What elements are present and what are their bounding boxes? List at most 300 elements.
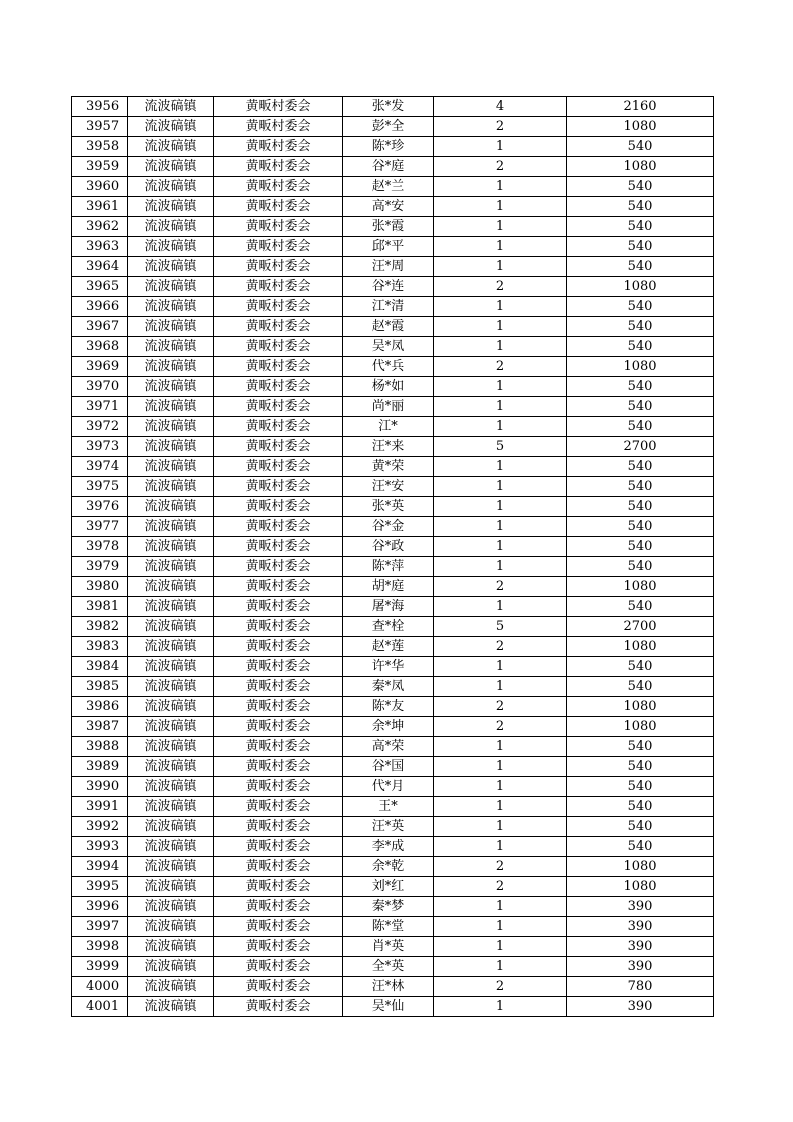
amount-cell: 540 <box>567 417 714 437</box>
table-row <box>72 777 714 797</box>
name-cell: 余*乾 <box>343 857 434 877</box>
table-row <box>72 457 714 477</box>
amount-cell: 540 <box>567 737 714 757</box>
town-cell: 流波碻镇 <box>128 977 214 997</box>
name-cell: 陈*萍 <box>343 557 434 577</box>
town-cell: 流波碻镇 <box>128 297 214 317</box>
town-cell: 流波碻镇 <box>128 817 214 837</box>
count-cell: 1 <box>434 657 567 677</box>
count-cell: 2 <box>434 697 567 717</box>
table-row <box>72 157 714 177</box>
name-cell: 李*成 <box>343 837 434 857</box>
village-cell: 黄畈村委会 <box>214 997 343 1017</box>
village-cell: 黄畈村委会 <box>214 517 343 537</box>
village-cell: 黄畈村委会 <box>214 397 343 417</box>
count-cell: 1 <box>434 397 567 417</box>
amount-cell: 540 <box>567 797 714 817</box>
name-cell: 谷*国 <box>343 757 434 777</box>
row-id-cell: 3974 <box>72 457 128 477</box>
name-cell: 黄*荣 <box>343 457 434 477</box>
amount-cell: 1080 <box>567 697 714 717</box>
town-cell: 流波碻镇 <box>128 657 214 677</box>
row-id-cell: 3977 <box>72 517 128 537</box>
village-cell: 黄畈村委会 <box>214 477 343 497</box>
amount-cell: 1080 <box>567 857 714 877</box>
town-cell: 流波碻镇 <box>128 237 214 257</box>
village-cell: 黄畈村委会 <box>214 817 343 837</box>
row-id-cell: 3969 <box>72 357 128 377</box>
count-cell: 1 <box>434 797 567 817</box>
town-cell: 流波碻镇 <box>128 857 214 877</box>
amount-cell: 540 <box>567 557 714 577</box>
count-cell: 2 <box>434 357 567 377</box>
name-cell: 肖*英 <box>343 937 434 957</box>
town-cell: 流波碻镇 <box>128 397 214 417</box>
village-cell: 黄畈村委会 <box>214 897 343 917</box>
row-id-cell: 3961 <box>72 197 128 217</box>
amount-cell: 540 <box>567 237 714 257</box>
village-cell: 黄畈村委会 <box>214 677 343 697</box>
name-cell: 胡*庭 <box>343 577 434 597</box>
amount-cell: 540 <box>567 397 714 417</box>
row-id-cell: 3957 <box>72 117 128 137</box>
village-cell: 黄畈村委会 <box>214 957 343 977</box>
village-cell: 黄畈村委会 <box>214 337 343 357</box>
name-cell: 谷*政 <box>343 537 434 557</box>
village-cell: 黄畈村委会 <box>214 457 343 477</box>
town-cell: 流波碻镇 <box>128 277 214 297</box>
name-cell: 代*兵 <box>343 357 434 377</box>
amount-cell: 540 <box>567 297 714 317</box>
name-cell: 张*发 <box>343 97 434 117</box>
town-cell: 流波碻镇 <box>128 757 214 777</box>
row-id-cell: 3975 <box>72 477 128 497</box>
name-cell: 吴*仙 <box>343 997 434 1017</box>
count-cell: 5 <box>434 617 567 637</box>
town-cell: 流波碻镇 <box>128 617 214 637</box>
table-row <box>72 617 714 637</box>
count-cell: 1 <box>434 137 567 157</box>
row-id-cell: 3973 <box>72 437 128 457</box>
count-cell: 1 <box>434 177 567 197</box>
table-row <box>72 957 714 977</box>
row-id-cell: 3986 <box>72 697 128 717</box>
beneficiary-table <box>71 96 714 1017</box>
village-cell: 黄畈村委会 <box>214 277 343 297</box>
table-row <box>72 657 714 677</box>
village-cell: 黄畈村委会 <box>214 617 343 637</box>
amount-cell: 540 <box>567 177 714 197</box>
town-cell: 流波碻镇 <box>128 417 214 437</box>
table-row <box>72 917 714 937</box>
count-cell: 1 <box>434 957 567 977</box>
table-row <box>72 177 714 197</box>
town-cell: 流波碻镇 <box>128 457 214 477</box>
town-cell: 流波碻镇 <box>128 517 214 537</box>
amount-cell: 1080 <box>567 157 714 177</box>
row-id-cell: 3983 <box>72 637 128 657</box>
village-cell: 黄畈村委会 <box>214 197 343 217</box>
amount-cell: 540 <box>567 317 714 337</box>
row-id-cell: 3985 <box>72 677 128 697</box>
town-cell: 流波碻镇 <box>128 437 214 457</box>
name-cell: 汪*安 <box>343 477 434 497</box>
count-cell: 1 <box>434 237 567 257</box>
table-row <box>72 397 714 417</box>
table-row <box>72 537 714 557</box>
village-cell: 黄畈村委会 <box>214 237 343 257</box>
village-cell: 黄畈村委会 <box>214 117 343 137</box>
amount-cell: 540 <box>567 597 714 617</box>
count-cell: 2 <box>434 717 567 737</box>
name-cell: 刘*红 <box>343 877 434 897</box>
village-cell: 黄畈村委会 <box>214 417 343 437</box>
count-cell: 1 <box>434 817 567 837</box>
count-cell: 1 <box>434 517 567 537</box>
village-cell: 黄畈村委会 <box>214 717 343 737</box>
row-id-cell: 3991 <box>72 797 128 817</box>
count-cell: 1 <box>434 917 567 937</box>
table-row <box>72 717 714 737</box>
name-cell: 高*安 <box>343 197 434 217</box>
name-cell: 赵*霞 <box>343 317 434 337</box>
table-row <box>72 817 714 837</box>
village-cell: 黄畈村委会 <box>214 377 343 397</box>
amount-cell: 390 <box>567 997 714 1017</box>
table-row <box>72 317 714 337</box>
town-cell: 流波碻镇 <box>128 877 214 897</box>
table-row <box>72 797 714 817</box>
count-cell: 1 <box>434 257 567 277</box>
name-cell: 彭*全 <box>343 117 434 137</box>
count-cell: 1 <box>434 377 567 397</box>
village-cell: 黄畈村委会 <box>214 657 343 677</box>
town-cell: 流波碻镇 <box>128 157 214 177</box>
row-id-cell: 3956 <box>72 97 128 117</box>
row-id-cell: 3971 <box>72 397 128 417</box>
name-cell: 查*栓 <box>343 617 434 637</box>
row-id-cell: 3970 <box>72 377 128 397</box>
row-id-cell: 3993 <box>72 837 128 857</box>
row-id-cell: 3989 <box>72 757 128 777</box>
village-cell: 黄畈村委会 <box>214 157 343 177</box>
table-row <box>72 597 714 617</box>
town-cell: 流波碻镇 <box>128 477 214 497</box>
row-id-cell: 4000 <box>72 977 128 997</box>
row-id-cell: 3999 <box>72 957 128 977</box>
name-cell: 代*月 <box>343 777 434 797</box>
row-id-cell: 3982 <box>72 617 128 637</box>
count-cell: 1 <box>434 997 567 1017</box>
amount-cell: 540 <box>567 757 714 777</box>
row-id-cell: 3980 <box>72 577 128 597</box>
town-cell: 流波碻镇 <box>128 717 214 737</box>
amount-cell: 540 <box>567 257 714 277</box>
table-row <box>72 377 714 397</box>
amount-cell: 2700 <box>567 617 714 637</box>
amount-cell: 540 <box>567 497 714 517</box>
table-row <box>72 517 714 537</box>
town-cell: 流波碻镇 <box>128 917 214 937</box>
name-cell: 秦*梦 <box>343 897 434 917</box>
name-cell: 谷*庭 <box>343 157 434 177</box>
name-cell: 全*英 <box>343 957 434 977</box>
village-cell: 黄畈村委会 <box>214 177 343 197</box>
count-cell: 1 <box>434 557 567 577</box>
name-cell: 陈*友 <box>343 697 434 717</box>
name-cell: 谷*连 <box>343 277 434 297</box>
town-cell: 流波碻镇 <box>128 597 214 617</box>
count-cell: 1 <box>434 677 567 697</box>
table-row <box>72 217 714 237</box>
town-cell: 流波碻镇 <box>128 557 214 577</box>
table-row <box>72 357 714 377</box>
amount-cell: 1080 <box>567 717 714 737</box>
amount-cell: 540 <box>567 337 714 357</box>
count-cell: 2 <box>434 157 567 177</box>
village-cell: 黄畈村委会 <box>214 857 343 877</box>
count-cell: 1 <box>434 497 567 517</box>
village-cell: 黄畈村委会 <box>214 837 343 857</box>
table-row <box>72 897 714 917</box>
amount-cell: 1080 <box>567 357 714 377</box>
amount-cell: 540 <box>567 657 714 677</box>
row-id-cell: 3976 <box>72 497 128 517</box>
table-row <box>72 857 714 877</box>
row-id-cell: 3967 <box>72 317 128 337</box>
row-id-cell: 3998 <box>72 937 128 957</box>
village-cell: 黄畈村委会 <box>214 697 343 717</box>
village-cell: 黄畈村委会 <box>214 597 343 617</box>
village-cell: 黄畈村委会 <box>214 357 343 377</box>
row-id-cell: 3958 <box>72 137 128 157</box>
row-id-cell: 3972 <box>72 417 128 437</box>
count-cell: 1 <box>434 597 567 617</box>
table-row <box>72 417 714 437</box>
count-cell: 4 <box>434 97 567 117</box>
table-row <box>72 117 714 137</box>
name-cell: 赵*莲 <box>343 637 434 657</box>
amount-cell: 2160 <box>567 97 714 117</box>
town-cell: 流波碻镇 <box>128 937 214 957</box>
town-cell: 流波碻镇 <box>128 577 214 597</box>
name-cell: 邱*平 <box>343 237 434 257</box>
town-cell: 流波碻镇 <box>128 337 214 357</box>
count-cell: 1 <box>434 217 567 237</box>
row-id-cell: 3981 <box>72 597 128 617</box>
amount-cell: 540 <box>567 837 714 857</box>
table-row <box>72 937 714 957</box>
table-row <box>72 977 714 997</box>
row-id-cell: 3992 <box>72 817 128 837</box>
village-cell: 黄畈村委会 <box>214 637 343 657</box>
table-row <box>72 997 714 1017</box>
village-cell: 黄畈村委会 <box>214 297 343 317</box>
village-cell: 黄畈村委会 <box>214 137 343 157</box>
town-cell: 流波碻镇 <box>128 837 214 857</box>
village-cell: 黄畈村委会 <box>214 797 343 817</box>
count-cell: 2 <box>434 637 567 657</box>
amount-cell: 390 <box>567 937 714 957</box>
town-cell: 流波碻镇 <box>128 177 214 197</box>
town-cell: 流波碻镇 <box>128 777 214 797</box>
town-cell: 流波碻镇 <box>128 997 214 1017</box>
table-row <box>72 437 714 457</box>
table-row <box>72 97 714 117</box>
table-body <box>72 97 714 1017</box>
row-id-cell: 3979 <box>72 557 128 577</box>
row-id-cell: 3988 <box>72 737 128 757</box>
name-cell: 汪*英 <box>343 817 434 837</box>
amount-cell: 780 <box>567 977 714 997</box>
name-cell: 杨*如 <box>343 377 434 397</box>
row-id-cell: 3965 <box>72 277 128 297</box>
amount-cell: 540 <box>567 137 714 157</box>
village-cell: 黄畈村委会 <box>214 917 343 937</box>
count-cell: 1 <box>434 537 567 557</box>
town-cell: 流波碻镇 <box>128 117 214 137</box>
amount-cell: 540 <box>567 677 714 697</box>
amount-cell: 540 <box>567 457 714 477</box>
table-row <box>72 237 714 257</box>
town-cell: 流波碻镇 <box>128 677 214 697</box>
count-cell: 1 <box>434 477 567 497</box>
table-row <box>72 257 714 277</box>
village-cell: 黄畈村委会 <box>214 577 343 597</box>
count-cell: 2 <box>434 117 567 137</box>
name-cell: 汪*来 <box>343 437 434 457</box>
amount-cell: 390 <box>567 897 714 917</box>
village-cell: 黄畈村委会 <box>214 877 343 897</box>
amount-cell: 540 <box>567 537 714 557</box>
village-cell: 黄畈村委会 <box>214 557 343 577</box>
row-id-cell: 3962 <box>72 217 128 237</box>
count-cell: 1 <box>434 777 567 797</box>
name-cell: 汪*林 <box>343 977 434 997</box>
town-cell: 流波碻镇 <box>128 737 214 757</box>
table-row <box>72 577 714 597</box>
name-cell: 张*霞 <box>343 217 434 237</box>
row-id-cell: 3960 <box>72 177 128 197</box>
amount-cell: 540 <box>567 377 714 397</box>
town-cell: 流波碻镇 <box>128 257 214 277</box>
name-cell: 许*华 <box>343 657 434 677</box>
town-cell: 流波碻镇 <box>128 97 214 117</box>
name-cell: 谷*金 <box>343 517 434 537</box>
name-cell: 汪*周 <box>343 257 434 277</box>
village-cell: 黄畈村委会 <box>214 737 343 757</box>
town-cell: 流波碻镇 <box>128 377 214 397</box>
table-row <box>72 477 714 497</box>
name-cell: 陈*堂 <box>343 917 434 937</box>
town-cell: 流波碻镇 <box>128 357 214 377</box>
row-id-cell: 3966 <box>72 297 128 317</box>
name-cell: 江*清 <box>343 297 434 317</box>
count-cell: 1 <box>434 197 567 217</box>
amount-cell: 1080 <box>567 277 714 297</box>
count-cell: 1 <box>434 457 567 477</box>
table-row <box>72 837 714 857</box>
town-cell: 流波碻镇 <box>128 697 214 717</box>
town-cell: 流波碻镇 <box>128 497 214 517</box>
count-cell: 2 <box>434 977 567 997</box>
town-cell: 流波碻镇 <box>128 217 214 237</box>
village-cell: 黄畈村委会 <box>214 217 343 237</box>
village-cell: 黄畈村委会 <box>214 437 343 457</box>
village-cell: 黄畈村委会 <box>214 977 343 997</box>
count-cell: 2 <box>434 277 567 297</box>
town-cell: 流波碻镇 <box>128 897 214 917</box>
table-row <box>72 297 714 317</box>
name-cell: 尚*丽 <box>343 397 434 417</box>
count-cell: 1 <box>434 317 567 337</box>
count-cell: 1 <box>434 417 567 437</box>
amount-cell: 2700 <box>567 437 714 457</box>
town-cell: 流波碻镇 <box>128 197 214 217</box>
village-cell: 黄畈村委会 <box>214 937 343 957</box>
town-cell: 流波碻镇 <box>128 537 214 557</box>
count-cell: 1 <box>434 337 567 357</box>
row-id-cell: 3994 <box>72 857 128 877</box>
row-id-cell: 4001 <box>72 997 128 1017</box>
amount-cell: 540 <box>567 217 714 237</box>
table-row <box>72 557 714 577</box>
amount-cell: 540 <box>567 477 714 497</box>
amount-cell: 390 <box>567 917 714 937</box>
amount-cell: 390 <box>567 957 714 977</box>
village-cell: 黄畈村委会 <box>214 317 343 337</box>
village-cell: 黄畈村委会 <box>214 757 343 777</box>
town-cell: 流波碻镇 <box>128 317 214 337</box>
row-id-cell: 3978 <box>72 537 128 557</box>
amount-cell: 540 <box>567 517 714 537</box>
count-cell: 1 <box>434 837 567 857</box>
row-id-cell: 3959 <box>72 157 128 177</box>
row-id-cell: 3996 <box>72 897 128 917</box>
count-cell: 1 <box>434 897 567 917</box>
town-cell: 流波碻镇 <box>128 797 214 817</box>
amount-cell: 1080 <box>567 637 714 657</box>
village-cell: 黄畈村委会 <box>214 497 343 517</box>
name-cell: 吴*凤 <box>343 337 434 357</box>
amount-cell: 1080 <box>567 877 714 897</box>
village-cell: 黄畈村委会 <box>214 97 343 117</box>
count-cell: 5 <box>434 437 567 457</box>
amount-cell: 540 <box>567 817 714 837</box>
row-id-cell: 3990 <box>72 777 128 797</box>
table-row <box>72 137 714 157</box>
name-cell: 赵*兰 <box>343 177 434 197</box>
row-id-cell: 3987 <box>72 717 128 737</box>
name-cell: 王* <box>343 797 434 817</box>
town-cell: 流波碻镇 <box>128 137 214 157</box>
village-cell: 黄畈村委会 <box>214 257 343 277</box>
count-cell: 1 <box>434 937 567 957</box>
table-row <box>72 337 714 357</box>
table-row <box>72 197 714 217</box>
row-id-cell: 3963 <box>72 237 128 257</box>
count-cell: 1 <box>434 297 567 317</box>
table-row <box>72 737 714 757</box>
count-cell: 1 <box>434 757 567 777</box>
table-row <box>72 677 714 697</box>
table-row <box>72 877 714 897</box>
table-row <box>72 277 714 297</box>
name-cell: 江* <box>343 417 434 437</box>
table-row <box>72 497 714 517</box>
count-cell: 2 <box>434 857 567 877</box>
name-cell: 屠*海 <box>343 597 434 617</box>
